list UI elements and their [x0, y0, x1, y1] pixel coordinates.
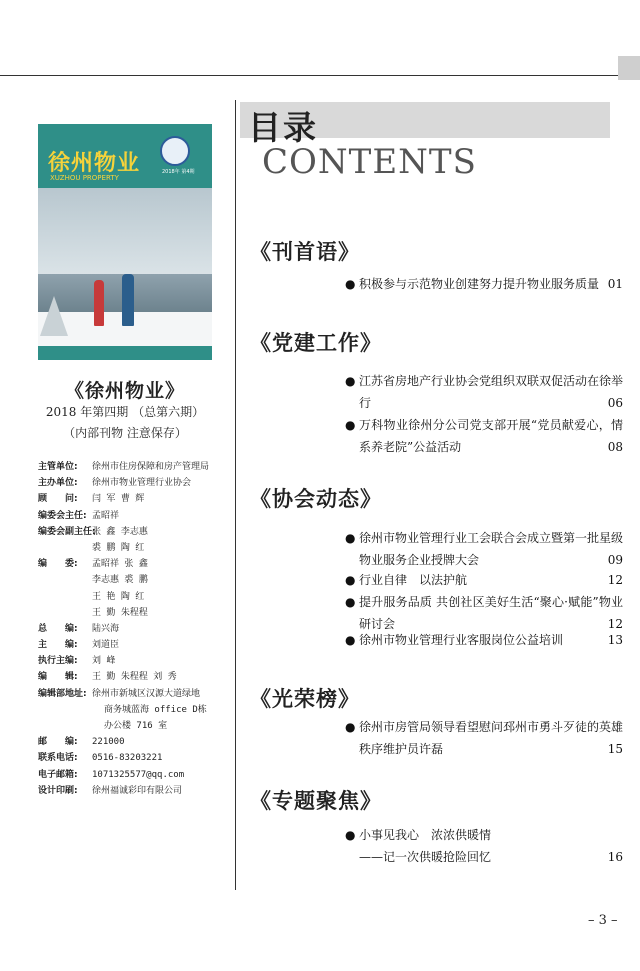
- toc-entry[interactable]: [345, 629, 623, 651]
- credit-value: 徐州市住房保障和房产管理局: [92, 462, 210, 472]
- section-heading: 《党建工作》: [250, 330, 382, 355]
- bullet-icon: ●: [345, 374, 356, 388]
- page-title: 目录: [248, 108, 318, 147]
- credit-value: 陆兴海: [92, 623, 120, 634]
- credit-row: [38, 572, 209, 588]
- toc-entry-subtitle: 16 ——记一次供暖抢险回忆: [359, 846, 623, 868]
- credit-value: 221000: [92, 737, 125, 748]
- section-heading: 《光荣榜》: [250, 686, 360, 711]
- credit-row: [38, 686, 209, 702]
- bullet-icon: ●: [345, 595, 356, 609]
- credit-label: 主管单位:: [38, 462, 78, 472]
- credit-row: [38, 718, 209, 734]
- toc-page-number: 13: [607, 633, 623, 647]
- credit-row: [38, 767, 209, 783]
- toc-entry[interactable]: [345, 414, 623, 458]
- credit-label: 主 编:: [38, 640, 78, 651]
- toc-entry-text: 徐州市物业管理行业工会联合会成立暨第一批星级物业服务企业授牌大会 09: [359, 527, 623, 571]
- credit-row: [38, 605, 209, 621]
- section-heading: 《专题聚焦》: [250, 788, 382, 813]
- credit-value: 张 鑫 李志惠: [92, 526, 148, 537]
- bullet-icon: ●: [345, 277, 356, 291]
- credit-row: [38, 783, 209, 799]
- credit-label: 邮 编:: [38, 737, 78, 748]
- bullet-icon: ●: [345, 633, 356, 647]
- cover-footer-band: [38, 346, 212, 360]
- toc-entry-text: 提升服务品质 共创社区美好生活“聚心·赋能”物业研讨会 12: [359, 591, 623, 635]
- credit-value: 徐州市新城区汉源大道绿地: [92, 688, 201, 699]
- credit-label: 主办单位:: [38, 478, 78, 489]
- credit-label: 联系电话:: [38, 753, 78, 764]
- toc-page-number: 16: [607, 850, 623, 864]
- page-number: – 3 –: [588, 913, 618, 928]
- bullet-icon: ●: [345, 828, 356, 842]
- credit-label: 执行主编:: [38, 656, 78, 667]
- credit-value: 刘道臣: [92, 640, 120, 651]
- credit-row: [38, 653, 209, 669]
- credit-row: [38, 475, 209, 491]
- toc-entry[interactable]: [345, 527, 623, 571]
- toc-entry[interactable]: [345, 370, 623, 414]
- toc-page-number: 01: [607, 277, 623, 291]
- credit-value: 王 艳 陶 红: [92, 591, 145, 602]
- credit-row: [38, 491, 209, 507]
- bullet-icon: ●: [345, 531, 356, 545]
- toc-page-number: 08: [607, 440, 623, 454]
- cover-masthead: 徐州物业: [48, 151, 141, 176]
- credit-row: [38, 540, 209, 556]
- magazine-title: 《徐州物业》: [64, 380, 185, 402]
- toc-entry[interactable]: [345, 273, 623, 295]
- toc-entry[interactable]: [345, 569, 623, 591]
- magazine-cover: [38, 124, 212, 360]
- credit-label: 编 委:: [38, 559, 78, 570]
- column-divider: [235, 100, 236, 890]
- credit-row: [38, 637, 209, 653]
- credit-value: 闫 军 曹 辉: [92, 494, 145, 505]
- corner-tab: [618, 56, 640, 80]
- toc-entry[interactable]: [345, 716, 623, 760]
- credit-value: 商务城蓝海 office D栋: [104, 704, 207, 715]
- person-red-jacket: [94, 280, 104, 326]
- credit-label: 总 编:: [38, 623, 78, 634]
- magazine-note: （内部刊物 注意保存）: [63, 426, 187, 440]
- toc-page-number: 06: [607, 396, 623, 410]
- toc-entry-text: 积极参与示范物业创建努力提升物业服务质量 01: [359, 273, 623, 295]
- credit-value: 裘 鹏 陶 红: [92, 542, 145, 553]
- credit-label: 编辑部地址:: [38, 688, 87, 699]
- bullet-icon: ●: [345, 720, 356, 734]
- credit-label: 顾 问:: [38, 494, 78, 505]
- section-heading: 《刊首语》: [250, 239, 360, 264]
- credit-value: 王 勤 朱程程: [92, 607, 148, 618]
- credit-label: 电子邮箱:: [38, 769, 78, 780]
- cover-issue: 2018年 第4期: [162, 169, 195, 175]
- toc-entry-text: 行业自律 以法护航 12: [359, 569, 623, 591]
- toc-page-number: 12: [607, 617, 623, 631]
- toc-entry-text: 万科物业徐州分公司党支部开展“党员献爱心，情系养老院”公益活动 08: [359, 414, 623, 458]
- top-rule: [0, 75, 618, 76]
- credit-row: [38, 669, 209, 685]
- credit-value: 办公楼 716 室: [104, 721, 168, 731]
- credit-row: [38, 508, 209, 524]
- person-blue-jacket: [122, 274, 134, 326]
- toc-entry-text: 江苏省房地产行业协会党组织双联双促活动在徐举行 06: [359, 370, 623, 414]
- credit-value: 孟昭祥: [92, 510, 120, 521]
- section-heading: 《协会动态》: [250, 486, 382, 511]
- credit-label: 编 辑:: [38, 672, 78, 683]
- credit-label: 编委会副主任:: [38, 526, 96, 537]
- credit-row: [38, 556, 209, 572]
- snow-tree-icon: [40, 296, 68, 336]
- magazine-issue: 2018 年第四期 （总第六期）: [45, 405, 205, 419]
- credit-label: 设计印刷:: [38, 785, 78, 796]
- toc-page-number: 12: [607, 573, 623, 587]
- toc-page-number: 15: [607, 742, 623, 756]
- masthead-credits: [38, 459, 209, 799]
- credit-row: [38, 524, 209, 540]
- association-seal-icon: [160, 136, 190, 166]
- credit-row: [38, 750, 209, 766]
- credit-value: 徐州市物业管理行业协会: [92, 478, 192, 489]
- toc-entry-title: 小事见我心 浓浓供暖情: [359, 828, 492, 842]
- credit-row: [38, 621, 209, 637]
- credit-label: 编委会主任:: [38, 510, 87, 521]
- credit-value: 徐州福诚彩印有限公司: [92, 785, 183, 796]
- toc-entry-text: 徐州市物业管理行业客服岗位公益培训 13: [359, 629, 623, 651]
- cover-masthead-en: XUZHOU PROPERTY: [50, 174, 119, 182]
- credit-row: [38, 734, 209, 750]
- toc-entry-text: [359, 824, 623, 868]
- credit-value: 1071325577@qq.com: [92, 769, 185, 780]
- bullet-icon: ●: [345, 573, 356, 587]
- credit-value: 李志惠 裘 鹏: [92, 575, 148, 586]
- credit-value: 刘 峰: [92, 656, 116, 667]
- toc-entry-text: 徐州市房管局领导看望慰问邳州市勇斗歹徒的英雄秩序维护员许磊 15: [359, 716, 623, 760]
- credit-row: [38, 589, 209, 605]
- bullet-icon: ●: [345, 418, 356, 432]
- page-title-en: CONTENTS: [262, 142, 477, 182]
- toc-page-number: 09: [607, 553, 623, 567]
- credit-row: [38, 702, 209, 718]
- credit-row: [38, 459, 209, 475]
- toc-entry[interactable]: [345, 824, 623, 868]
- credit-value: 王 勤 朱程程 刘 秀: [92, 672, 177, 683]
- credit-value: 0516-83203221: [92, 753, 163, 764]
- credit-value: 孟昭祥 张 鑫: [92, 559, 148, 570]
